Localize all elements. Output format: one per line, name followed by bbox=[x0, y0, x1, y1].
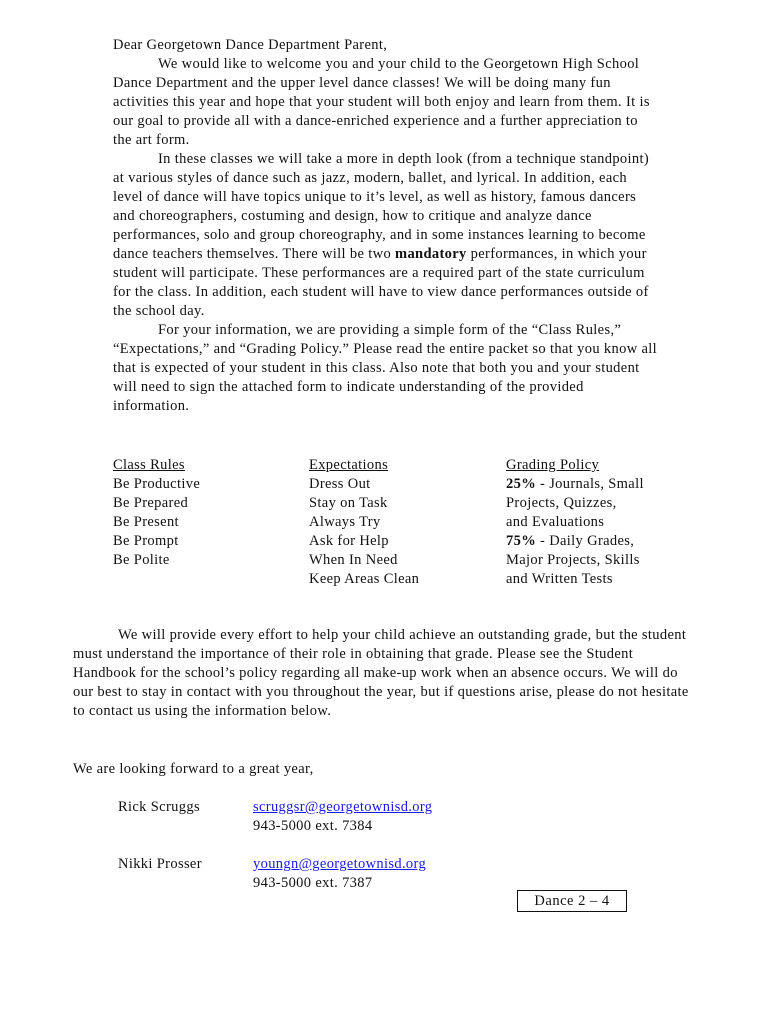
grading-percent-75: 75% bbox=[506, 533, 537, 549]
paragraph-classes-text-2: performances, in which your student will participate. These performances are a required part of the state curriculum for the class. In addition, each student will have to view dance performances outside of the school day. bbox=[113, 246, 649, 319]
expectations-heading: Expectations bbox=[309, 457, 389, 473]
grading-policy-column bbox=[506, 456, 676, 589]
list-item: Be Polite bbox=[113, 552, 170, 568]
grading-line bbox=[506, 532, 676, 551]
list-item: Always Try bbox=[309, 514, 381, 530]
contact-name: Rick Scruggs bbox=[118, 799, 200, 815]
grading-percent-25: 25% bbox=[506, 476, 537, 492]
letter-body bbox=[113, 36, 658, 416]
closing-section bbox=[73, 626, 698, 721]
class-rules-heading: Class Rules bbox=[113, 457, 185, 473]
contact-name: Nikki Prosser bbox=[118, 856, 202, 872]
grading-line: Major Projects, Skills bbox=[506, 552, 640, 568]
paragraph-information: For your information, we are providing a simple form of the “Class Rules,” “Expectations,” and “Grading Policy.” Please read the entire packet so that you know all that is expected of your student in this class. Also note that both you and your student will need to sign the attached form to indicate understanding of the provided information. bbox=[113, 322, 658, 414]
closing-line: We are looking forward to a great year, bbox=[73, 761, 314, 777]
contact-phone: 943-5000 ext. 7387 bbox=[253, 875, 373, 891]
contact-email-link[interactable]: scruggsr@georgetownisd.org bbox=[253, 799, 433, 815]
contact-info bbox=[253, 855, 426, 893]
paragraph-classes-text-1: In these classes we will take a more in depth look (from a technique standpoint) at various styles of dance such as jazz, modern, ballet, and lyrical. In addition, each level of dance will have topics unique to it’s level, as well as history, famous dancers and choreographers, costuming and design, how to critique and analyze dance performances, solo and group choreography, and in some instances learning to become dance teachers themselves. There will be two bbox=[113, 151, 650, 262]
paragraph-support: We will provide every effort to help your child achieve an outstanding grade, but the student must understand the importance of their role in obtaining that grade. Please see the Student Handbook for the school’s policy regarding all make-up work when an absence occurs. We will do our best to stay in contact with you throughout the year, but if questions arise, please do not hesitate to contact us using the information below. bbox=[73, 627, 689, 719]
list-item: Keep Areas Clean bbox=[309, 571, 420, 587]
list-item: Be Present bbox=[113, 514, 179, 530]
list-item: Dress Out bbox=[309, 476, 371, 492]
paragraph-classes bbox=[113, 150, 658, 321]
grading-line bbox=[506, 475, 676, 494]
paragraph-welcome: We would like to welcome you and your child to the Georgetown High School Dance Department and the upper level dance classes! We will be doing many fun activities this year and hope that your student will both enjoy and learn from them. It is our goal to provide all with a dance-enriched experience and a further appreciation to the art form. bbox=[113, 56, 650, 148]
grading-line: and Evaluations bbox=[506, 514, 605, 530]
contact-email-link[interactable]: youngn@georgetownisd.org bbox=[253, 856, 427, 872]
list-item: Stay on Task bbox=[309, 495, 388, 511]
grading-line: and Written Tests bbox=[506, 571, 613, 587]
course-badge: Dance 2 – 4 bbox=[517, 890, 627, 912]
list-item: Be Prompt bbox=[113, 533, 179, 549]
grading-line: Projects, Quizzes, bbox=[506, 495, 617, 511]
class-rules-column bbox=[113, 456, 303, 570]
grading-line-text: - Daily Grades, bbox=[536, 533, 635, 549]
expectations-column bbox=[309, 456, 499, 589]
mandatory-emphasis: mandatory bbox=[395, 246, 467, 262]
contact-phone: 943-5000 ext. 7384 bbox=[253, 818, 373, 834]
list-item: When In Need bbox=[309, 552, 398, 568]
salutation: Dear Georgetown Dance Department Parent, bbox=[113, 37, 388, 53]
grading-policy-heading: Grading Policy bbox=[506, 457, 600, 473]
contact-info bbox=[253, 798, 432, 836]
list-item: Ask for Help bbox=[309, 533, 389, 549]
list-item: Be Prepared bbox=[113, 495, 189, 511]
list-item: Be Productive bbox=[113, 476, 201, 492]
grading-line-text: - Journals, Small bbox=[536, 476, 644, 492]
